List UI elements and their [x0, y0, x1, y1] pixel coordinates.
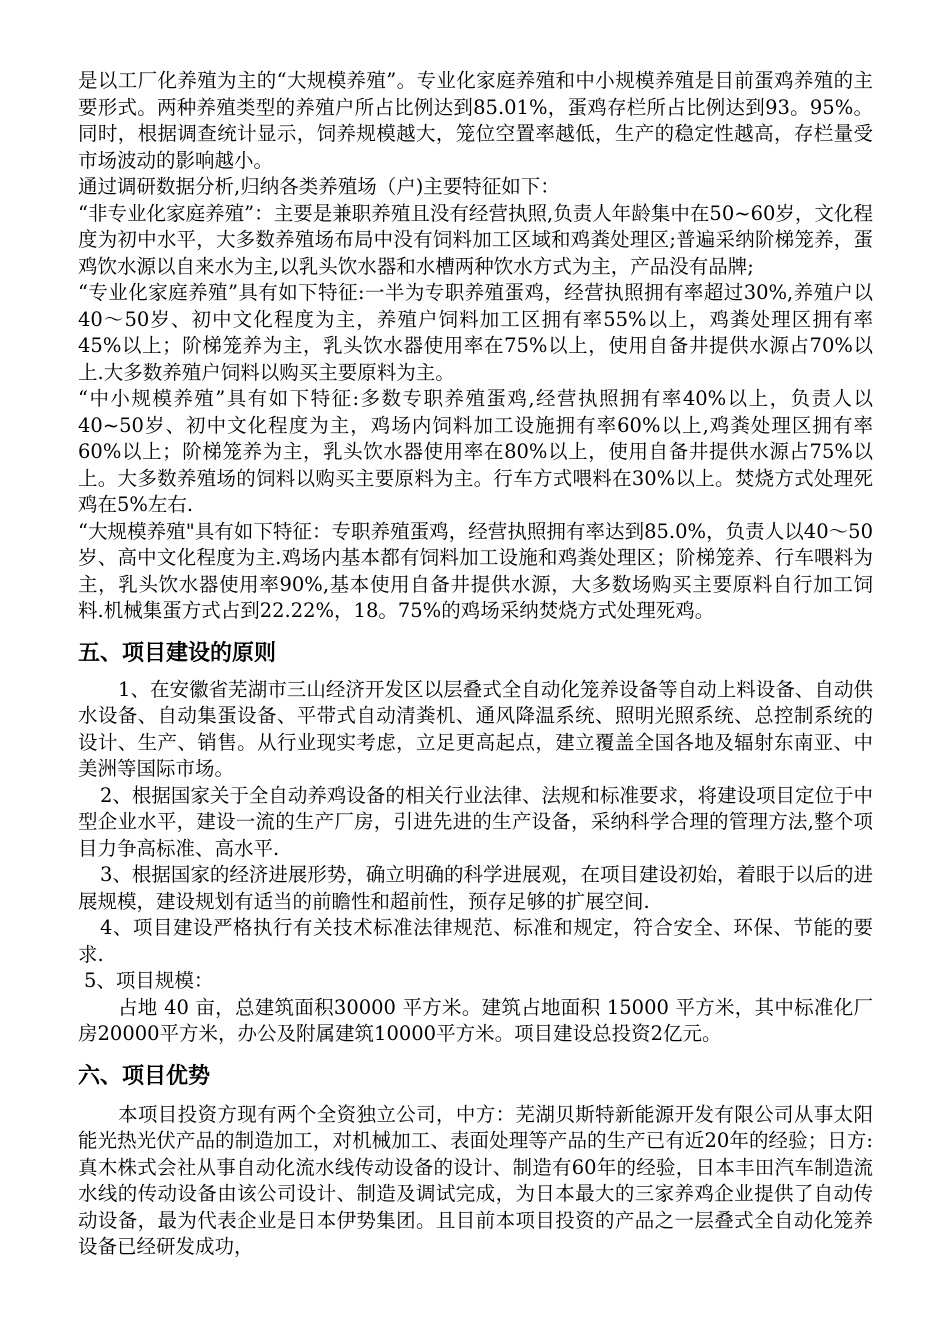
paragraph-survey-intro: 通过调研数据分析,归纳各类养殖场（户)主要特征如下：: [78, 175, 560, 198]
principle-item-4: 4、项目建设严格执行有关技术标准法律规范、标准和规定，符合安全、环保、节能的要求.: [78, 916, 873, 966]
principle-item-2: 2、根据国家关于全自动养鸡设备的相关行业法律、法规和标准要求，将建设项目定位于中型企业水平，建设一流的生产厂房，引进先进的生产设备，采纳科学合理的管理方法,整个项目力争高标准、高水平.: [78, 783, 873, 860]
section-heading-advantages: 六、项目优势: [78, 1063, 211, 1089]
principle-item-1: 1、在安徽省芜湖市三山经济开发区以层叠式全自动化笼养设备等自动上料设备、自动供水设备、自动集蛋设备、平带式自动清粪机、通风降温系统、照明光照系统、总控制系统的设计、生产、销售。从行业现实考虑，立足更高起点，建立覆盖全国各地及辐射东南亚、中美洲等国际市场。: [78, 677, 873, 780]
paragraph-large-scale-farming: “大规模养殖"具有如下特征：专职养殖蛋鸡，经营执照拥有率达到85.0%，负责人以40～50岁、高中文化程度为主.鸡场内基本都有饲料加工设施和鸡粪处理区；阶梯笼养、行车喂料为主，乳头饮水器使用率90%,基本使用自备井提供水源，大多数场购买主要原料自行加工饲料.机械集蛋方式占到22.22%，18。75%的鸡场采纳焚烧方式处理死鸡。: [78, 519, 873, 622]
paragraph-professional-family-farming: “专业化家庭养殖”具有如下特征:一半为专职养殖蛋鸡，经营执照拥有率超过30%,养殖户以40～50岁、初中文化程度为主，养殖户饲料加工区拥有率55%以上，鸡粪处理区拥有率45%以上；阶梯笼养为主，乳头饮水器使用率在75%以上，使用自备井提供水源占70%以上.大多数养殖户饲料以购买主要原料为主。: [78, 281, 873, 384]
principle-item-5: 5、项目规模：: [84, 969, 214, 992]
document-page: [78, 68, 873, 1261]
principle-item-3: 3、根据国家的经济进展形势，确立明确的科学进展观，在项目建设初始，着眼于以后的进展规模，建设规划有适当的前瞻性和超前性，预存足够的扩展空间.: [78, 863, 873, 913]
paragraph-non-professional-farming: “非专业化家庭养殖”：主要是兼职养殖且没有经营执照,负责人年龄集中在50~60岁，文化程度为初中水平，大多数养殖场布局中没有饲料加工区域和鸡粪处理区;普遍采纳阶梯笼养，蛋鸡饮水源以自来水为主,以乳头饮水器和水槽两种饮水方式为主，产品没有品牌;: [78, 201, 873, 278]
section-heading-principles: 五、项目建设的原则: [78, 640, 277, 666]
paragraph-scale-summary: 是以工厂化养殖为主的“大规模养殖”。专业化家庭养殖和中小规模养殖是目前蛋鸡养殖的主要形式。两种养殖类型的养殖户所占比例达到85.01%，蛋鸡存栏所占比例达到93。95%。同时，根据调查统计显示，饲养规模越大，笼位空置率越低，生产的稳定性越高，存栏量受市场波动的影响越小。: [78, 69, 873, 172]
paragraph-advantages: 本项目投资方现有两个全资独立公司，中方：芜湖贝斯特新能源开发有限公司从事太阳能光热光伏产品的制造加工，对机械加工、表面处理等产品的生产已有近20年的经验；日方:真木株式会社从事自动化流水线传动设备的设计、制造有60年的经验，日本丰田汽车制造流水线的传动设备由该公司设计、制造及调试完成，为日本最大的三家养鸡企业提供了自动传动设备，最为代表企业是日本伊势集团。且目前本项目投资的产品之一层叠式全自动化笼养设备已经研发成功，: [78, 1102, 873, 1258]
project-scale-detail: 占地 40 亩，总建筑面积30000 平方米。建筑占地面积 15000 平方米，其中标准化厂房20000平方米，办公及附属建筑10000平方米。项目建设总投资2亿元。: [78, 995, 873, 1045]
paragraph-small-medium-farming: “中小规模养殖”具有如下特征:多数专职养殖蛋鸡,经营执照拥有率40%以上，负责人以40~50岁、初中文化程度为主，鸡场内饲料加工设施拥有率60%以上,鸡粪处理区拥有率60%以上；阶梯笼养为主，乳头饮水器使用率在80%以上，使用自备井提供水源占75%以上。大多数养殖场的饲料以购买主要原料为主。行车方式喂料在30%以上。焚烧方式处理死鸡在5%左右.: [78, 387, 873, 516]
